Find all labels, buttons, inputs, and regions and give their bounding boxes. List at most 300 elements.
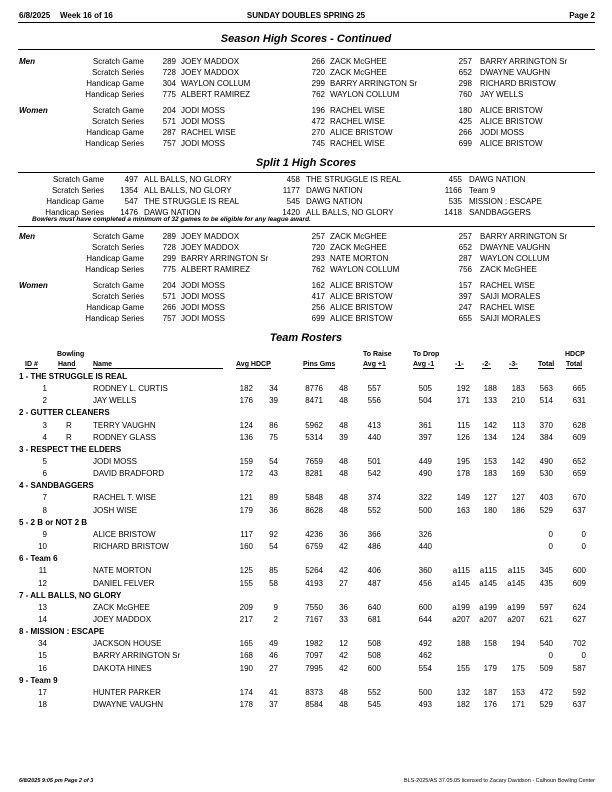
bowler-handicap: 86 [269,421,278,430]
to-drop-avg: 493 [418,700,432,709]
to-drop-avg: 397 [418,433,432,442]
split-men-label: Men [19,232,35,241]
split-women-row-score-2: 162 [311,281,325,290]
split-team-row-score-2: 458 [286,175,300,184]
bowler-handicap: 41 [269,688,278,697]
split-team-row-name-1: DAWG NATION [144,208,201,217]
split-team-row-score-1: 547 [124,197,138,206]
to-raise-avg: 501 [367,457,381,466]
bowler-games: 36 [339,530,348,539]
split-men-row-name-3: ZACK McGHEE [480,265,537,274]
bowler-pins: 7995 [305,664,323,673]
bowler-id: 10 [38,542,47,551]
scratch-total: 563 [539,384,553,393]
game-3-score: a145 [507,579,525,588]
bowler-games: 48 [339,700,348,709]
season-women-row-category: Handicap Game [86,128,144,137]
split-men-row-name-2: ZACK McGHEE [330,232,387,241]
header-game-2: -2- [482,361,491,368]
to-raise-avg: 640 [367,603,381,612]
split-women-row-name-1: JODI MOSS [181,303,226,312]
bowler-average: 172 [239,469,253,478]
bowler-pins: 8281 [305,469,323,478]
header-hand: Hand [58,361,76,368]
bowler-average: 174 [239,688,253,697]
game-1-score: 126 [456,433,470,442]
split-team-row-score-3: 1166 [444,186,462,195]
bowler-handicap: 39 [269,396,278,405]
season-men-row-score-3: 257 [458,57,472,66]
bowler-average: 136 [239,433,253,442]
game-2-score: 133 [483,396,497,405]
season-men-row-category: Scratch Game [92,57,144,66]
split-men-row-score-2: 720 [311,243,325,252]
to-raise-avg: 545 [367,700,381,709]
handicap-total: 637 [572,506,586,515]
split-men-row-category: Scratch Series [91,243,144,252]
split-team-row-score-1: 1476 [120,208,138,217]
header-name: Name [93,361,223,369]
split-women-row-category: Scratch Game [92,281,144,290]
bowler-pins: 6759 [305,542,323,551]
week-label: Week 16 of 16 [60,11,113,20]
season-men-row-name-3: DWAYNE VAUGHN [480,68,551,77]
team-heading: 2 - GUTTER CLEANERS [19,408,110,417]
game-1-score: a207 [452,615,470,624]
split-title: Split 1 High Scores [255,157,357,169]
season-women-row-score-2: 270 [311,128,325,137]
season-men-row-category: Handicap Series [85,90,144,99]
handicap-total: 659 [572,469,586,478]
season-men-row-name-1: JOEY MADDOX [181,68,240,77]
game-2-score: 153 [483,457,497,466]
season-men-row-score-1: 728 [162,68,176,77]
split-women-row-score-1: 571 [162,292,176,301]
handicap-total: 0 [581,651,586,660]
bowler-handicap: 58 [269,579,278,588]
rosters-title: Team Rosters [269,332,343,344]
split-men-row-score-1: 289 [162,232,176,241]
handicap-total: 628 [572,421,586,430]
split-women-row-score-3: 397 [458,292,472,301]
split-men-row-name-3: DWAYNE VAUGHN [480,243,551,252]
split-women-row-score-2: 417 [311,292,325,301]
season-women-row-score-2: 196 [311,106,325,115]
game-2-score: 142 [483,421,497,430]
season-women-row-score-3: 180 [458,106,472,115]
bowler-name: RODNEY L. CURTIS [93,384,168,393]
bowler-name: TERRY VAUGHN [93,421,156,430]
season-men-row-score-3: 298 [458,79,472,88]
season-men-row-score-1: 289 [162,57,176,66]
team-heading: 7 - ALL BALLS, NO GLORY [19,591,122,600]
to-drop-avg: 554 [418,664,432,673]
season-women-row-score-3: 425 [458,117,472,126]
split-men-row-name-2: NATE MORTON [330,254,389,263]
bowler-games: 12 [339,639,348,648]
split-team-row-name-3: MISSION : ESCAPE [469,197,542,206]
split-men-row-category: Handicap Series [85,265,144,274]
footer-left: 6/8/2025 9:05 pm Page 2 of 3 [19,778,94,784]
game-1-score: 195 [456,457,470,466]
season-women-label: Women [19,106,48,115]
game-2-score: 188 [483,384,497,393]
bowler-pins: 7659 [305,457,323,466]
bowler-name: DANIEL FELVER [93,579,155,588]
header-to-raise: To Raise [363,351,392,358]
scratch-total: 529 [539,506,553,515]
bowler-name: JOEY MADDOX [93,615,152,624]
bowler-games: 33 [339,615,348,624]
bowler-name: DAVID BRADFORD [93,469,164,478]
bowler-pins: 5264 [305,566,323,575]
season-women-row-category: Scratch Game [92,106,144,115]
bowler-handicap: 75 [269,433,278,442]
bowler-id: 3 [42,421,47,430]
team-heading: 3 - RESPECT THE ELDERS [19,445,122,454]
handicap-total: 665 [572,384,586,393]
scratch-total: 597 [539,603,553,612]
scratch-total: 435 [539,579,553,588]
to-drop-avg: 600 [418,603,432,612]
bowler-pins: 1982 [305,639,323,648]
bowler-handicap: 36 [269,506,278,515]
split-women-row-category: Scratch Series [91,292,144,301]
bowler-pins: 5962 [305,421,323,430]
split-men-row-category: Handicap Game [86,254,144,263]
bowler-average: 190 [239,664,253,673]
bowler-name: ALICE BRISTOW [93,530,156,539]
header-game-1: -1- [455,361,464,368]
handicap-total: 0 [581,542,586,551]
game-1-score: 149 [456,493,470,502]
season-men-row-name-3: JAY WELLS [480,90,524,99]
season-men-row-score-3: 652 [458,68,472,77]
bowler-name: RODNEY GLASS [93,433,156,442]
split-men-row-score-3: 756 [458,265,472,274]
to-raise-avg: 542 [367,469,381,478]
bowler-games: 36 [339,603,348,612]
game-2-score: 187 [483,688,497,697]
header-avg-hdcp: Avg HDCP [236,361,271,368]
bowler-pins: 8776 [305,384,323,393]
split-women-row-category: Handicap Series [85,314,144,323]
to-raise-avg: 557 [367,384,381,393]
season-women-row-name-2: RACHEL WISE [330,139,385,148]
split-women-row-name-2: ALICE BRISTOW [330,281,393,290]
bowler-handicap: 9 [273,603,278,612]
to-raise-avg: 600 [367,664,381,673]
bowler-pins: 4236 [305,530,323,539]
to-raise-avg: 374 [367,493,381,502]
bowler-id: 13 [38,603,47,612]
bowler-average: 179 [239,506,253,515]
bowler-handicap: 92 [269,530,278,539]
split-men-row-score-1: 299 [162,254,176,263]
team-heading: 4 - SANDBAGGERS [19,481,94,490]
split-women-row-score-2: 256 [311,303,325,312]
bowler-games: 42 [339,651,348,660]
game-3-score: 186 [511,506,525,515]
to-raise-avg: 681 [367,615,381,624]
bowler-handicap: 34 [269,384,278,393]
scratch-total: 509 [539,664,553,673]
split-team-row-score-3: 1418 [444,208,462,217]
split-men-row-name-1: JOEY MADDOX [181,232,240,241]
game-1-score: a199 [452,603,470,612]
season-women-row-name-3: ALICE BRISTOW [480,106,543,115]
bowler-average: 125 [239,566,253,575]
game-1-score: a145 [452,579,470,588]
game-1-score: a115 [452,566,470,575]
bowler-average: 209 [239,603,253,612]
handicap-total: 702 [572,639,586,648]
bowler-pins: 4193 [305,579,323,588]
bowler-id: 2 [42,396,47,405]
handicap-total: 652 [572,457,586,466]
bowler-name: JAY WELLS [93,396,137,405]
to-raise-avg: 486 [367,542,381,551]
season-women-row-score-3: 699 [458,139,472,148]
split-women-row-name-1: JODI MOSS [181,314,226,323]
split-team-row-score-1: 1354 [120,186,138,195]
split-team-row-category: Scratch Game [52,175,104,184]
season-women-row-score-3: 266 [458,128,472,137]
game-3-score: 142 [511,457,525,466]
season-men-row-category: Scratch Series [91,68,144,77]
season-women-row-name-2: ALICE BRISTOW [330,128,393,137]
bowler-name: JOSH WISE [93,506,138,515]
eligibility-note: Bowlers must have completed a minimum of 32 games to be eligible for any league award. [32,216,311,223]
bowler-games: 48 [339,384,348,393]
bowler-average: 178 [239,700,253,709]
game-1-score: 155 [456,664,470,673]
scratch-total: 621 [539,615,553,624]
bowler-id: 7 [42,493,47,502]
header-drop: Avg -1 [413,361,435,368]
scratch-total: 514 [539,396,553,405]
bowler-name: DAKOTA HINES [93,664,152,673]
bowler-handicap: 37 [269,700,278,709]
season-women-row-score-1: 757 [162,139,176,148]
handicap-total: 627 [572,615,586,624]
season-men-row-score-3: 760 [458,90,472,99]
bowler-id: 1 [42,384,47,393]
handicap-total: 624 [572,603,586,612]
team-heading: 6 - Team 6 [19,554,58,563]
header-id: ID # [25,361,38,368]
split-team-row-name-3: SANDBAGGERS [469,208,531,217]
bowler-name: ZACK McGHEE [93,603,150,612]
season-men-row-score-2: 762 [311,90,325,99]
split-team-row-name-2: DAWG NATION [306,186,363,195]
team-heading: 9 - Team 9 [19,676,58,685]
to-raise-avg: 552 [367,688,381,697]
split-women-row-name-2: ALICE BRISTOW [330,303,393,312]
game-2-score: a115 [479,566,497,575]
season-men-row-name-2: WAYLON COLLUM [330,90,400,99]
split-women-row-score-1: 266 [162,303,176,312]
split-women-row-score-1: 757 [162,314,176,323]
scratch-total: 0 [548,530,553,539]
bowler-name: RICHARD BRISTOW [93,542,169,551]
bowler-id: 17 [38,688,47,697]
to-drop-avg: 449 [418,457,432,466]
split-women-row-score-3: 655 [458,314,472,323]
bowler-average: 217 [239,615,253,624]
game-1-score: 132 [456,688,470,697]
split-men-row-name-3: WAYLON COLLUM [480,254,550,263]
season-men-row-score-1: 304 [162,79,176,88]
bowler-handicap: 46 [269,651,278,660]
game-1-score: 171 [456,396,470,405]
season-men-label: Men [19,57,35,66]
bowler-games: 48 [339,457,348,466]
split-team-row-name-2: THE STRUGGLE IS REAL [306,175,402,184]
split-men-row-category: Scratch Game [92,232,144,241]
to-raise-avg: 440 [367,433,381,442]
to-raise-avg: 556 [367,396,381,405]
season-men-row-name-2: ZACK McGHEE [330,68,387,77]
bowler-id: 16 [38,664,47,673]
bowler-average: 124 [239,421,253,430]
split-team-row-score-3: 455 [448,175,462,184]
header-game-3: -3- [509,361,518,368]
bowler-pins: 5848 [305,493,323,502]
split-men-row-score-2: 257 [311,232,325,241]
bowler-pins: 8628 [305,506,323,515]
header-hdcp-total: Total [566,361,583,368]
to-drop-avg: 456 [418,579,432,588]
scratch-total: 403 [539,493,553,502]
bowler-handicap: 2 [273,615,278,624]
season-women-row-name-2: RACHEL WISE [330,106,385,115]
bowler-id: 8 [42,506,47,515]
game-1-score: 178 [456,469,470,478]
bowler-games: 48 [339,506,348,515]
split-team-row-score-2: 545 [286,197,300,206]
season-men-row-name-1: JOEY MADDOX [181,57,240,66]
split-team-row-name-3: Team 9 [469,186,496,195]
bowler-average: 160 [239,542,253,551]
season-women-row-score-2: 745 [311,139,325,148]
split-men-row-score-3: 257 [458,232,472,241]
bowler-name: HUNTER PARKER [93,688,161,697]
bowler-id: 34 [38,639,47,648]
to-drop-avg: 500 [418,506,432,515]
split-team-row-name-2: DAWG NATION [306,197,363,206]
handicap-total: 609 [572,579,586,588]
game-2-score: 183 [483,469,497,478]
game-3-score: 153 [511,688,525,697]
split-team-row-name-2: ALL BALLS, NO GLORY [306,208,394,217]
handicap-total: 0 [581,530,586,539]
season-women-row-score-1: 571 [162,117,176,126]
season-men-row-name-2: BARRY ARRINGTON Sr [330,79,418,88]
header-to-drop: To Drop [413,351,440,358]
bowler-hand: R [66,421,72,430]
game-1-score: 188 [456,639,470,648]
split-men-row-score-2: 293 [311,254,325,263]
bowler-id: 18 [38,700,47,709]
bowler-id: 9 [42,530,47,539]
split-team-row-score-2: 1177 [282,186,300,195]
header-rule [18,22,595,23]
to-drop-avg: 644 [418,615,432,624]
bowler-games: 48 [339,421,348,430]
game-3-score: 127 [511,493,525,502]
split-women-row-score-2: 699 [311,314,325,323]
bowler-games: 39 [339,433,348,442]
to-drop-avg: 490 [418,469,432,478]
to-drop-avg: 462 [418,651,432,660]
split-women-label: Women [19,281,48,290]
split-team-row-name-3: DAWG NATION [469,175,526,184]
bowler-name: NATE MORTON [93,566,152,575]
to-drop-avg: 322 [418,493,432,502]
bowler-average: 168 [239,651,253,660]
team-heading: 1 - THE STRUGGLE IS REAL [19,372,128,381]
season-men-row-name-3: RICHARD BRISTOW [480,79,556,88]
season-women-row-name-3: ALICE BRISTOW [480,139,543,148]
bowler-name: DWAYNE VAUGHN [93,700,164,709]
to-drop-avg: 440 [418,542,432,551]
bowler-pins: 8471 [305,396,323,405]
handicap-total: 592 [572,688,586,697]
split-women-row-category: Handicap Game [86,303,144,312]
game-1-score: 192 [456,384,470,393]
game-3-score: 171 [511,700,525,709]
season-men-row-score-2: 299 [311,79,325,88]
split-women-row-name-3: SAIJI MORALES [480,314,541,323]
split-men-row-score-1: 728 [162,243,176,252]
bowler-name: BARRY ARRINGTON Sr [93,651,181,660]
season-women-row-name-1: JODI MOSS [181,139,226,148]
game-3-score: 175 [511,664,525,673]
bowler-pins: 7167 [305,615,323,624]
season-men-row-score-2: 720 [311,68,325,77]
to-drop-avg: 326 [418,530,432,539]
scratch-total: 370 [539,421,553,430]
league-name: SUNDAY DOUBLES SPRING 25 [246,11,366,20]
bowler-average: 182 [239,384,253,393]
bowler-name: JODI MOSS [93,457,138,466]
game-1-score: 115 [457,421,470,430]
split-team-row-category: Handicap Series [45,208,104,217]
season-men-row-name-1: WAYLON COLLUM [181,79,251,88]
handicap-total: 609 [572,433,586,442]
split-women-row-name-1: JODI MOSS [181,292,226,301]
season-rule [18,49,595,50]
bowler-id: 14 [38,615,47,624]
split-women-row-name-1: JODI MOSS [181,281,226,290]
split-men-row-name-3: BARRY ARRINGTON Sr [480,232,568,241]
bowler-games: 42 [339,542,348,551]
bowler-handicap: 54 [269,457,278,466]
season-women-row-name-2: RACHEL WISE [330,117,385,126]
season-women-row-score-2: 472 [311,117,325,126]
scratch-total: 529 [539,700,553,709]
scratch-total: 472 [539,688,553,697]
season-men-row-score-1: 775 [162,90,176,99]
game-2-score: a207 [479,615,497,624]
bowler-name: RACHEL T. WISE [93,493,157,502]
bowler-pins: 8584 [305,700,323,709]
game-2-score: 180 [483,506,497,515]
split-rule [18,172,595,173]
game-3-score: 210 [511,396,525,405]
note-rule [18,226,595,227]
